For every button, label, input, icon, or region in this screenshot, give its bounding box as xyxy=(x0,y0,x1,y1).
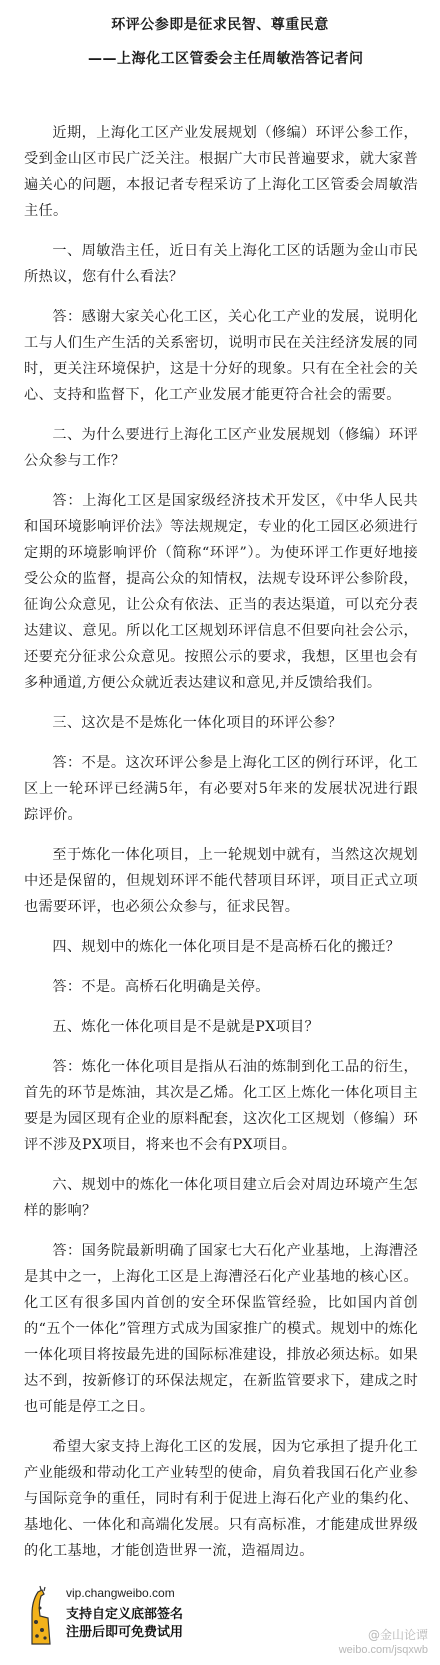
question-3: 三、这次是不是炼化一体化项目的环评公参？ xyxy=(52,715,343,731)
article-subtitle: ——上海化工区管委会主任周敏浩答记者问 xyxy=(88,51,364,67)
answer-1: 答：感谢大家关心化工区，关心化工产业的发展，说明化工与人们生产生活的关系密切，说明市民在关注经济发展的同时，更关注环境保护，这是十分好的现象。只有在全社会的关心、支持和监督下，化工产业发展才能更符合社会的需要。 xyxy=(24,309,418,403)
watermark-account: @金山论谭 xyxy=(367,1628,428,1642)
answer-4: 答：不是。高桥石化明确是关停。 xyxy=(52,979,270,995)
question-1: 一、周敏浩主任，近日有关上海化工区的话题为金山市民所热议，您有什么看法？ xyxy=(24,243,418,285)
watermark-url: weibo.com/jsqxwb xyxy=(338,1644,428,1656)
answer-3: 答：不是。这次环评公参是上海化工区的例行环评，化工区上一轮环评已经满5年，有必要对5年来的发展状况进行跟踪评价。 xyxy=(24,755,418,823)
answer-5: 答：炼化一体化项目是指从石油的炼制到化工品的衍生，首先的环节是炼油，其次是乙烯。化工区上炼化一体化项目主要是为园区现有企业的原料配套，这次化工区规划（修编）环评不涉及PX项目，将来也不会有PX项目。 xyxy=(24,1059,418,1153)
question-2: 二、为什么要进行上海化工区产业发展规划（修编）环评公众参与工作？ xyxy=(24,427,418,469)
article-body xyxy=(24,120,418,1578)
article-title: 环评公参即是征求民智、尊重民意 xyxy=(111,17,329,33)
question-6: 六、规划中的炼化一体化项目建立后会对周边环境产生怎样的影响？ xyxy=(24,1177,418,1219)
footer-url[interactable]: vip.changweibo.com xyxy=(66,1586,175,1600)
intro-paragraph: 近期，上海化工区产业发展规划（修编）环评公参工作，受到金山区市民广泛关注。根据广大市民普遍要求，就大家普遍关心的问题，本报记者专程采访了上海化工区管委会周敏浩主任。 xyxy=(24,125,418,219)
weibo-footer xyxy=(0,1578,440,1665)
question-4: 四、规划中的炼化一体化项目是不是高桥石化的搬迁？ xyxy=(52,939,401,955)
footer-promo-line1: 支持自定义底部签名 xyxy=(66,1607,184,1622)
giraffe-logo-icon xyxy=(14,1584,62,1646)
answer-3-continued: 至于炼化一体化项目，上一轮规划中就有，当然这次规划中还是保留的，但规划环评不能代替项目环评，项目正式立项也需要环评，也必须公众参与，征求民智。 xyxy=(24,847,418,915)
answer-6: 答：国务院最新明确了国家七大石化产业基地，上海漕泾是其中之一，上海化工区是上海漕泾石化产业基地的核心区。化工区有很多国内首创的安全环保监管经验，比如国内首创的“五个一体化”管理方式成为国家推广的模式。规划中的炼化一体化项目将按最先进的国际标准建设，排放必须达标。如果达不到，按新修订的环保法规定，在新监管要求下，建成之时也可能是停工之日。 xyxy=(24,1243,418,1415)
answer-2: 答：上海化工区是国家级经济技术开发区，《中华人民共和国环境影响评价法》等法规规定，专业的化工园区必须进行定期的环境影响评价（简称“环评”）。为使环评工作更好地接受公众的监督，提高公众的知情权，法规专设环评公参阶段，征询公众意见，让公众有依法、正当的表达渠道，可以充分表达建议、意见。所以化工区规划环评信息不但要向社会公示，还要充分征求公众意见。按照公示的要求，我想，区里也会有多种通道,方便公众就近表达建议和意见,并反馈给我们。 xyxy=(24,493,418,691)
closing-paragraph: 希望大家支持上海化工区的发展，因为它承担了提升化工产业能级和带动化工产业转型的使命，肩负着我国石化产业参与国际竞争的重任，同时有利于促进上海石化产业的集约化、基地化、一体化和高端化发展。只有高标准，才能建成世界级的化工基地，才能创造世界一流，造福周边。 xyxy=(24,1439,418,1559)
footer-promo-line2: 注册后即可免费试用 xyxy=(66,1625,184,1640)
question-5: 五、炼化一体化项目是不是就是PX项目？ xyxy=(52,1019,319,1035)
